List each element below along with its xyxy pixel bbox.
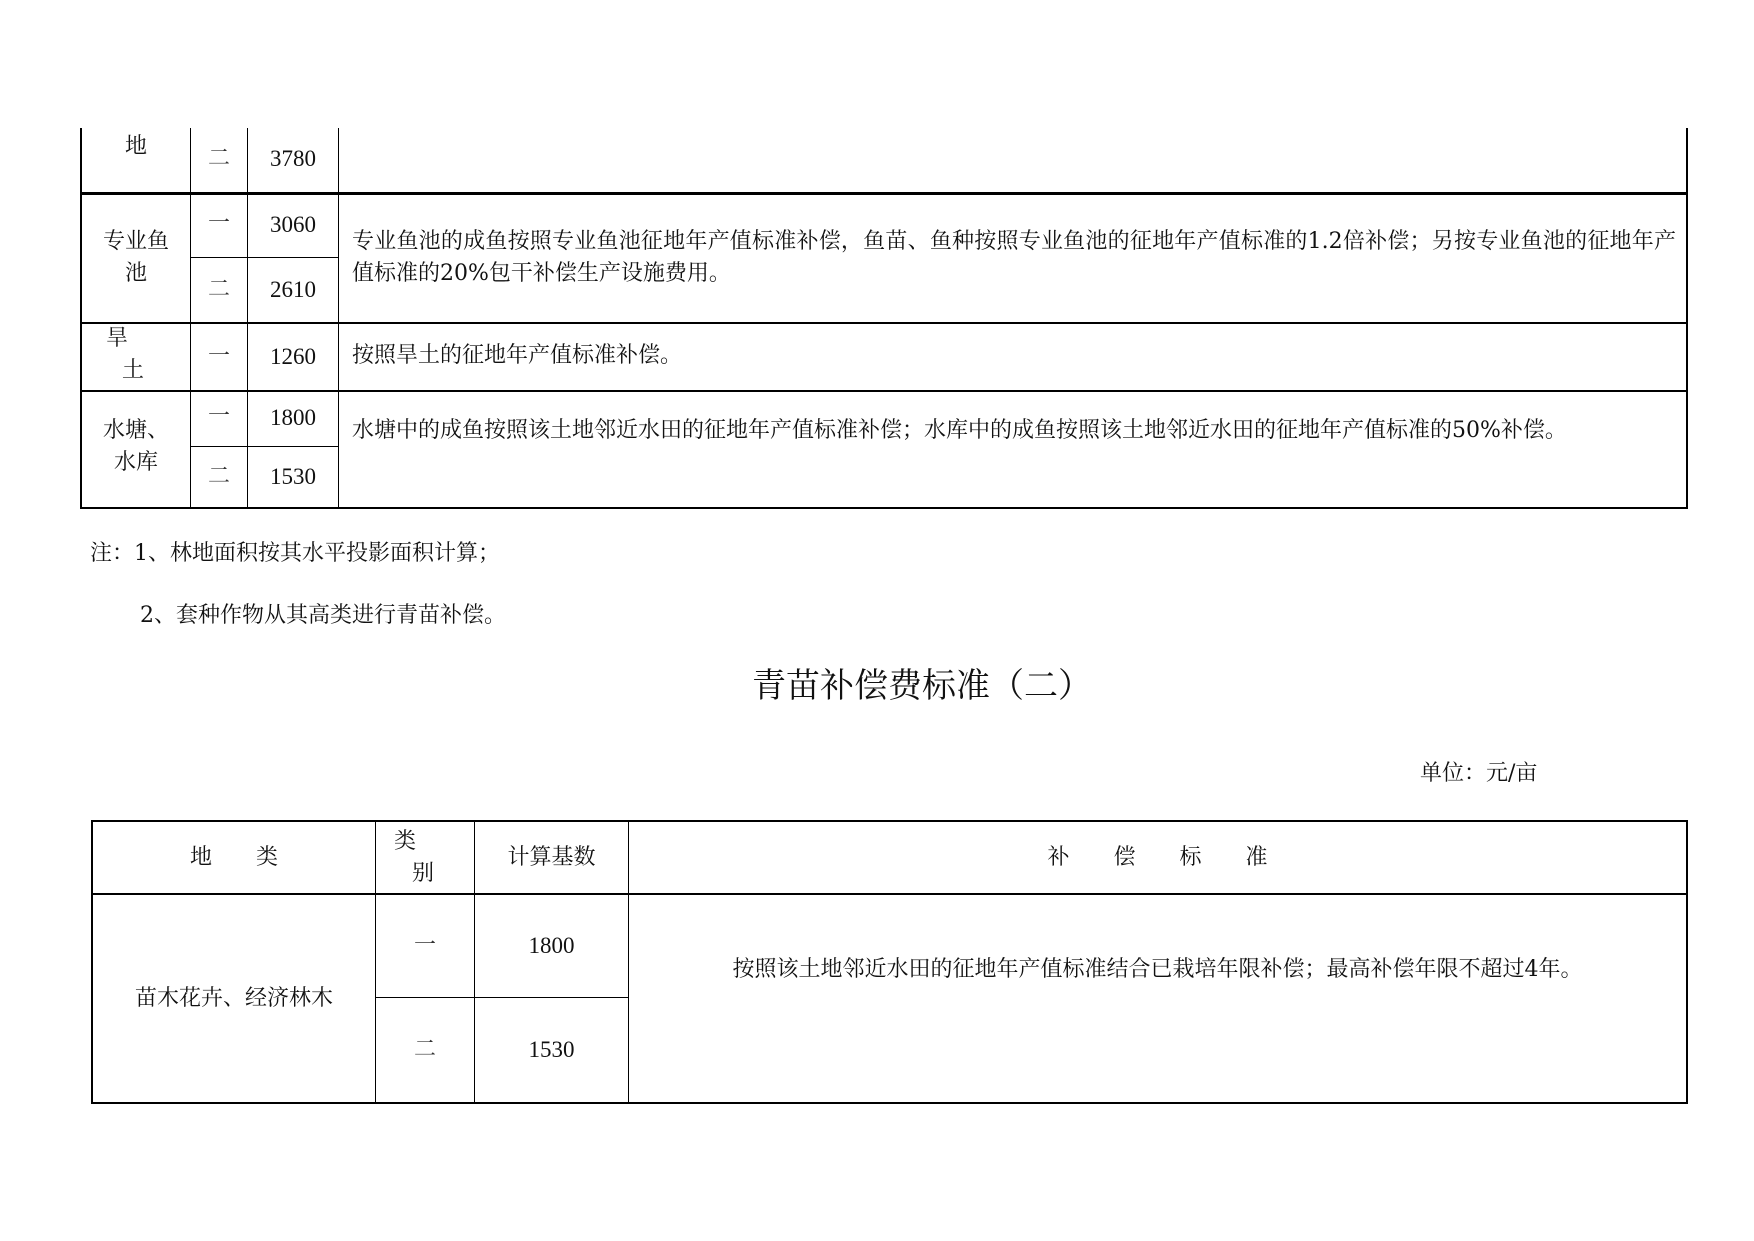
land-type-line: 池 <box>124 261 147 286</box>
land-type-cell <box>82 323 190 387</box>
unit-label: 单位：元/亩 <box>1420 761 1538 786</box>
grade-cell: 一 <box>207 404 230 429</box>
grade-cell: 二 <box>207 464 230 489</box>
land-type-line: 专业鱼 <box>102 229 169 254</box>
section-title: 青苗补偿费标准（二） <box>752 666 1092 706</box>
header-grade-line: 别 <box>412 861 435 886</box>
land-type-cell: 地 <box>124 134 147 159</box>
value-cell: 1800 <box>270 405 316 430</box>
land-type-cell <box>82 415 190 479</box>
standard-text: 水塘中的成鱼按照该土地邻近水田的征地年产值标准补偿；水库中的成鱼按照该土地邻近水田的征地年产值标准的50%补偿。 <box>352 418 1567 443</box>
value-cell: 1260 <box>270 344 316 369</box>
header-base: 计算基数 <box>507 844 596 870</box>
value-cell: 3060 <box>270 212 316 237</box>
value-cell: 1530 <box>528 1037 575 1062</box>
standard-text: 按照该土地邻近水田的征地年产值标准结合已栽培年限补偿；最高补偿年限不超过4年。 <box>732 957 1583 982</box>
value-cell: 2610 <box>270 277 316 302</box>
grade-cell: 二 <box>207 146 230 171</box>
land-type-cell <box>82 226 190 290</box>
header-land-type: 地 类 <box>189 844 278 870</box>
land-type-line: 土 <box>122 358 145 383</box>
note-line-1: 注：1、林地面积按其水平投影面积计算； <box>90 541 500 566</box>
grade-cell: 一 <box>413 933 436 958</box>
land-type-line: 水塘、 <box>102 418 169 443</box>
land-type-cell: 苗木花卉、经济林木 <box>134 985 333 1011</box>
header-grade-line: 类 <box>394 829 417 854</box>
land-type-line: 旱 <box>106 326 129 351</box>
value-cell: 1800 <box>528 933 575 958</box>
grade-cell: 二 <box>413 1037 436 1062</box>
grade-cell: 二 <box>207 277 230 302</box>
standard-text: 专业鱼池的成鱼按照专业鱼池征地年产值标准补偿，鱼苗、鱼种按照专业鱼池的征地年产值标准的1.2倍补偿；另按专业鱼池的征地年产值标准的20%包干补偿生产设施费用。 <box>352 229 1676 286</box>
header-grade <box>376 826 474 890</box>
value-cell: 1530 <box>270 464 316 489</box>
land-type-line: 水库 <box>113 450 158 475</box>
value-cell: 3780 <box>270 146 316 171</box>
grade-cell: 一 <box>207 344 230 369</box>
note-line-2: 2、套种作物从其高类进行青苗补偿。 <box>140 603 506 628</box>
grade-cell: 一 <box>207 211 230 236</box>
header-standard: 补 偿 标 准 <box>1047 844 1268 870</box>
standard-text: 按照旱土的征地年产值标准补偿。 <box>352 343 683 368</box>
